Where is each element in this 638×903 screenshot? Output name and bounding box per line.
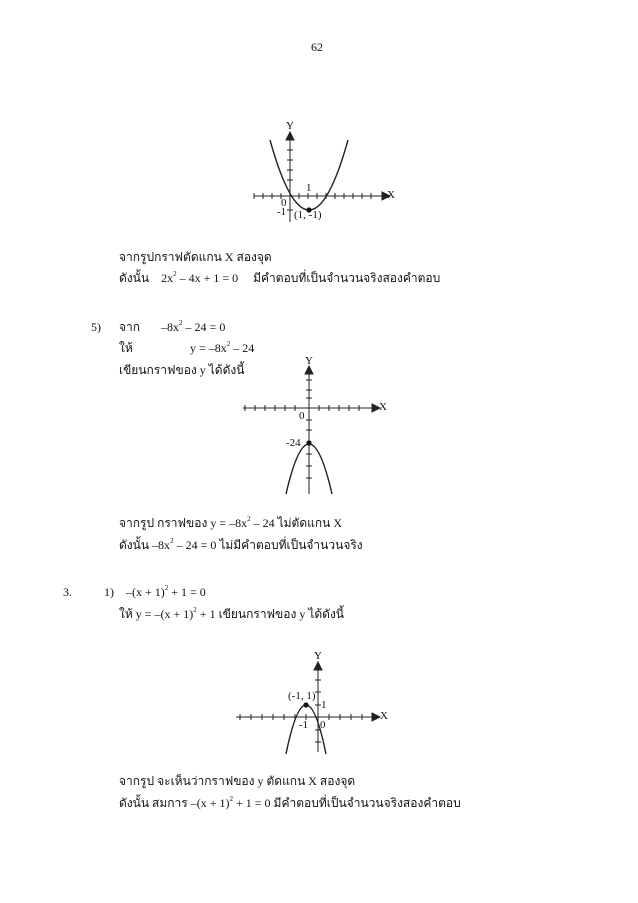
page-number: 62 [311,40,323,54]
graph3-vertex-point [303,702,308,707]
item3-line1: $-(x + 1)^2 + 1 = 0$ [126,584,206,599]
item3-line2: ให้ $y = -(x + 1)^2 + 1$ เขียนกราฟของ y ได้ดังนี้ [119,606,345,621]
p2-line2: ดังนั้น $-8x^2 - 24 = 0$ ไม่มีคำตอบที่เป็นจำนวนจริง [119,537,363,552]
p3-line2: ดังนั้น สมการ $-(x + 1)^2 + 1 = 0$ มีคำตอบที่เป็นจำนวนจริงสองคำตอบ [119,795,461,810]
p2-line1: จากรูป กราฟของ $y = -8x^2 - 24$ ไม่ตัดแกน X [119,515,342,530]
graph3-y-label: Y [314,650,322,662]
p1-line1: จากรูปกราฟตัดแกน X สองจุด [119,250,272,264]
graph2-y-arrow [305,366,313,374]
graph1-y-arrow [286,132,294,140]
graph3-x-label: X [380,710,388,722]
item5-line3: เขียนกราฟของ y ได้ดังนี้ [119,363,245,377]
item5-line2: ให้ [119,341,133,355]
graph1-y-label: Y [286,120,294,132]
p3-line1: จากรูป จะเห็นว่ากราฟของ y ตัดแกน X สองจุด [119,774,356,788]
graph2-x-label: X [379,401,387,413]
item3-number: 3. [63,585,72,599]
graph3-y-arrow [314,662,322,670]
graph3-origin-label: 0 [320,719,326,731]
item5-line1: จาก $-8x^2 - 24 = 0$ [119,319,226,334]
graph3-tick-y-label: 1 [321,699,327,711]
item5-line2-eq: $y = -8x^2 - 24$ [190,340,255,355]
graph2-vertex-point [306,440,311,445]
graph3-tick-x-label: -1 [299,719,309,731]
graph3-vertex-label: (-1, 1) [288,690,316,702]
graph1-tick-y-label: -1 [277,206,287,218]
graph1-vertex-label: (1, -1) [294,209,322,221]
graph1-origin-label: 0 [281,197,287,209]
graph3-x-arrow [372,713,380,721]
graph1-tick-x-label: 1 [306,182,312,194]
graph1-x-label: X [387,189,395,201]
item5-number: 5) [91,320,101,334]
graph2-y-label: Y [305,355,313,367]
item3-sub-number: 1) [104,585,114,599]
p1-line2: ดังนั้น $2x^2 - 4x + 1 = 0$ มีคำตอบที่เป็นจำนวนจริงสองคำตอบ [119,270,441,285]
graph2-origin-label: 0 [299,410,305,422]
graph2-tick-y-label: -24 [286,437,301,449]
